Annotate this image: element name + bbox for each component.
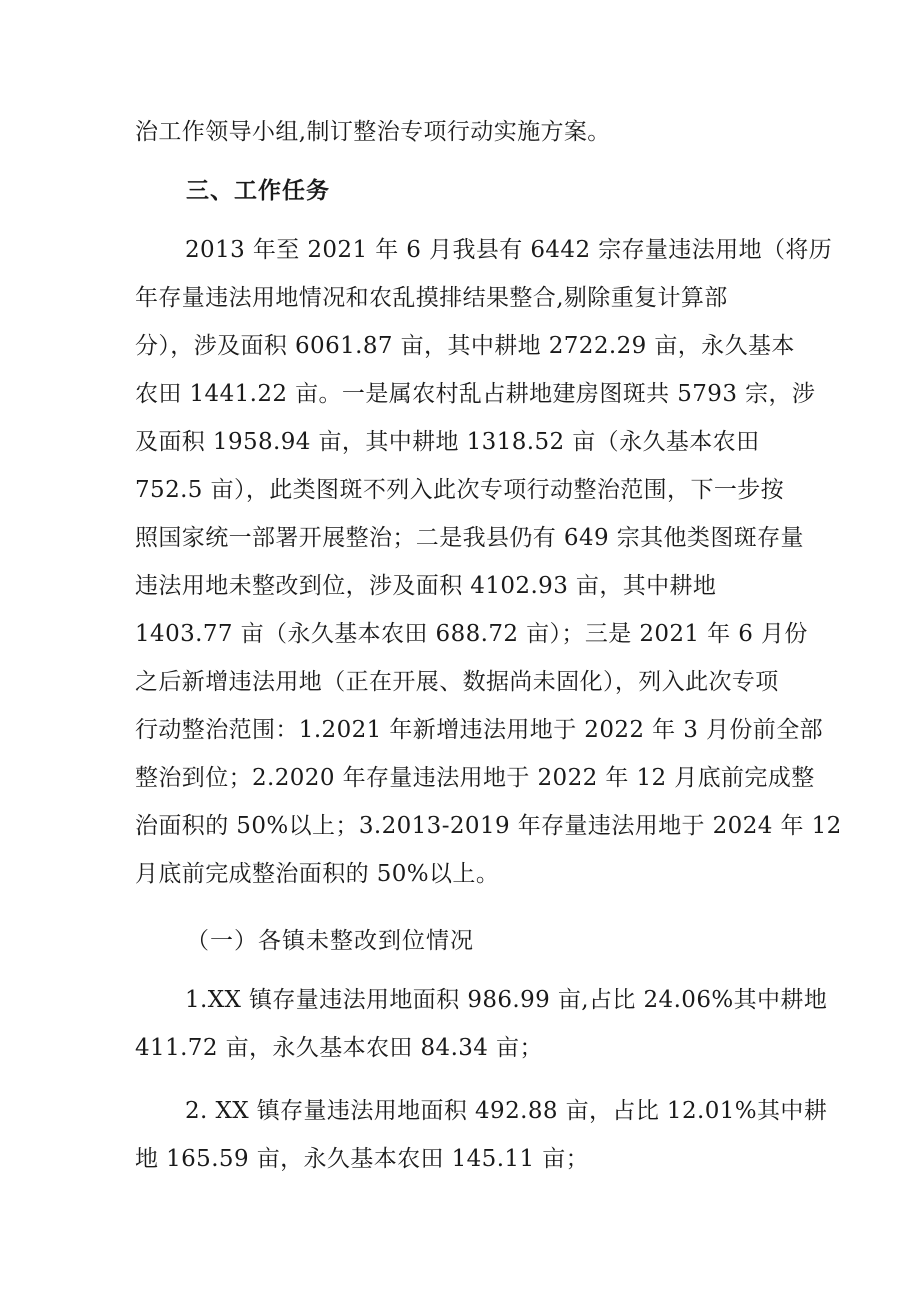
paragraph-line-2: 年存量违法用地情况和农乱摸排结果整合,剔除重复计算部 (135, 285, 728, 311)
section-heading: 三、工作任务 (186, 178, 330, 204)
paragraph-line-7: 照国家统一部署开展整治；二是我县仍有 649 宗其他类图斑存量 (135, 525, 804, 551)
paragraph-line-10: 之后新增违法用地（正在开展、数据尚未固化），列入此次专项 (135, 669, 779, 695)
paragraph-line-8: 违法用地未整改到位，涉及面积 4102.93 亩，其中耕地 (135, 573, 717, 599)
paragraph-line-4: 农田 1441.22 亩。一是属农村乱占耕地建房图斑共 5793 宗，涉 (135, 381, 816, 407)
item-1-line-1: 1.XX 镇存量违法用地面积 986.99 亩,占比 24.06%其中耕地 (185, 987, 828, 1013)
text-line-1: 治工作领导小组,制订整治专项行动实施方案。 (135, 119, 611, 145)
paragraph-line-6: 752.5 亩），此类图斑不列入此次专项行动整治范围，下一步按 (135, 477, 785, 503)
paragraph-line-11: 行动整治范围：1.2021 年新增违法用地于 2022 年 3 月份前全部 (135, 717, 823, 743)
item-2-line-2: 地 165.59 亩，永久基本农田 145.11 亩； (135, 1146, 589, 1172)
paragraph-line-1: 2013 年至 2021 年 6 月我县有 6442 宗存量违法用地（将历 (185, 237, 833, 263)
paragraph-line-5: 及面积 1958.94 亩，其中耕地 1318.52 亩（永久基本农田 (135, 429, 760, 455)
subsection-heading: （一）各镇未整改到位情况 (186, 928, 474, 954)
paragraph-line-9: 1403.77 亩（永久基本农田 688.72 亩）；三是 2021 年 6 月份 (135, 621, 808, 647)
paragraph-line-12: 整治到位；2.2020 年存量违法用地于 2022 年 12 月底前完成整 (135, 765, 815, 791)
paragraph-line-14: 月底前完成整治面积的 50%以上。 (135, 861, 500, 887)
paragraph-line-3: 分），涉及面积 6061.87 亩，其中耕地 2722.29 亩，永久基本 (135, 333, 795, 359)
item-2-line-1: 2. XX 镇存量违法用地面积 492.88 亩，占比 12.01%其中耕 (185, 1098, 828, 1124)
paragraph-line-13: 治面积的 50%以上；3.2013-2019 年存量违法用地于 2024 年 12 (135, 813, 842, 839)
item-1-line-2: 411.72 亩，永久基本农田 84.34 亩； (135, 1035, 543, 1061)
